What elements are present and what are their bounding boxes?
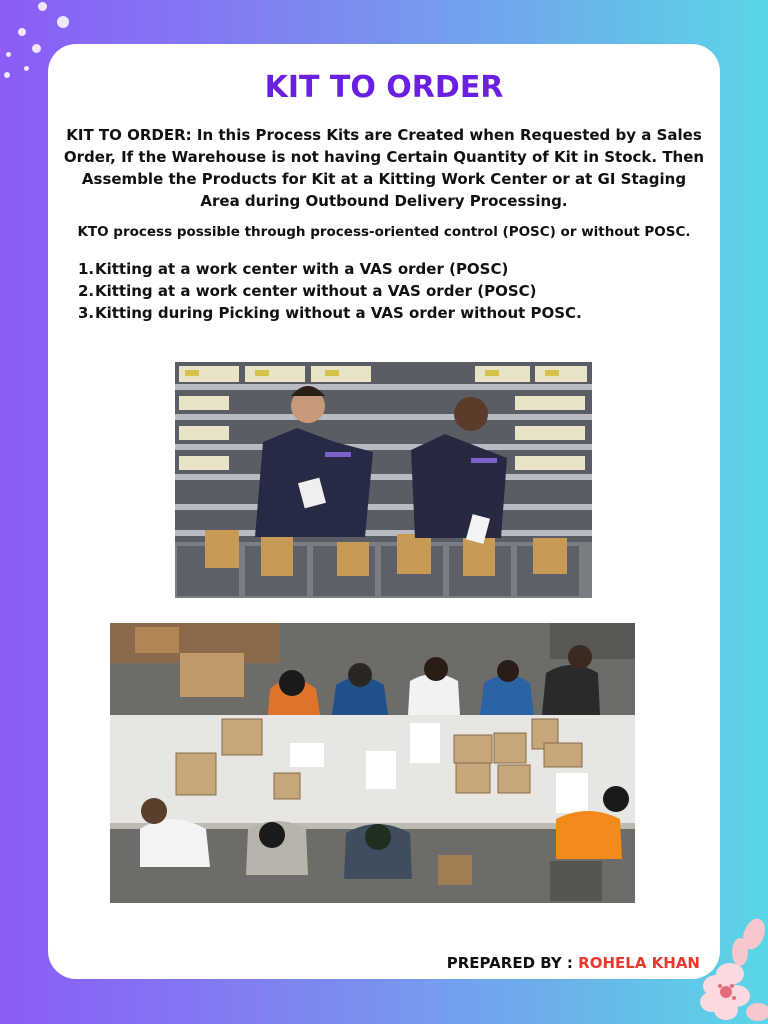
page-title: KIT TO ORDER xyxy=(264,70,504,105)
step-number: 3. xyxy=(78,304,95,322)
step-text: Kitting at a work center with a VAS order (POSC) xyxy=(95,260,509,278)
subtitle-text: KTO process possible through process-oriented control (POSC) or without POSC. xyxy=(77,224,691,240)
list-item xyxy=(78,302,582,324)
list-item xyxy=(78,258,582,280)
flower-decoration xyxy=(690,912,768,1024)
step-number: 2. xyxy=(78,282,95,300)
decorative-bubble xyxy=(18,28,26,36)
step-text: Kitting during Picking without a VAS order without POSC. xyxy=(95,304,582,322)
prepared-by xyxy=(0,954,700,972)
step-number: 1. xyxy=(78,260,95,278)
author-name: ROHELA KHAN xyxy=(578,954,700,972)
decorative-bubble xyxy=(38,2,47,11)
kitting-shelf-photo xyxy=(175,362,592,598)
kitting-table-photo xyxy=(110,623,635,903)
decorative-bubble xyxy=(32,44,41,53)
decorative-bubble xyxy=(57,16,69,28)
steps-list xyxy=(78,258,582,324)
prepared-by-label: PREPARED BY : xyxy=(446,954,579,972)
decorative-bubble xyxy=(6,52,11,57)
step-text: Kitting at a work center without a VAS order (POSC) xyxy=(95,282,537,300)
list-item xyxy=(78,280,582,302)
intro-paragraph: KIT TO ORDER: In this Process Kits are Created when Requested by a Sales Order, If the Warehouse is not having Certain Quantity of Kit in Stock. Then Assemble the Products for Kit at a Kitting Work Center or at GI Staging Area during Outbound Delivery Processing. xyxy=(63,126,705,210)
